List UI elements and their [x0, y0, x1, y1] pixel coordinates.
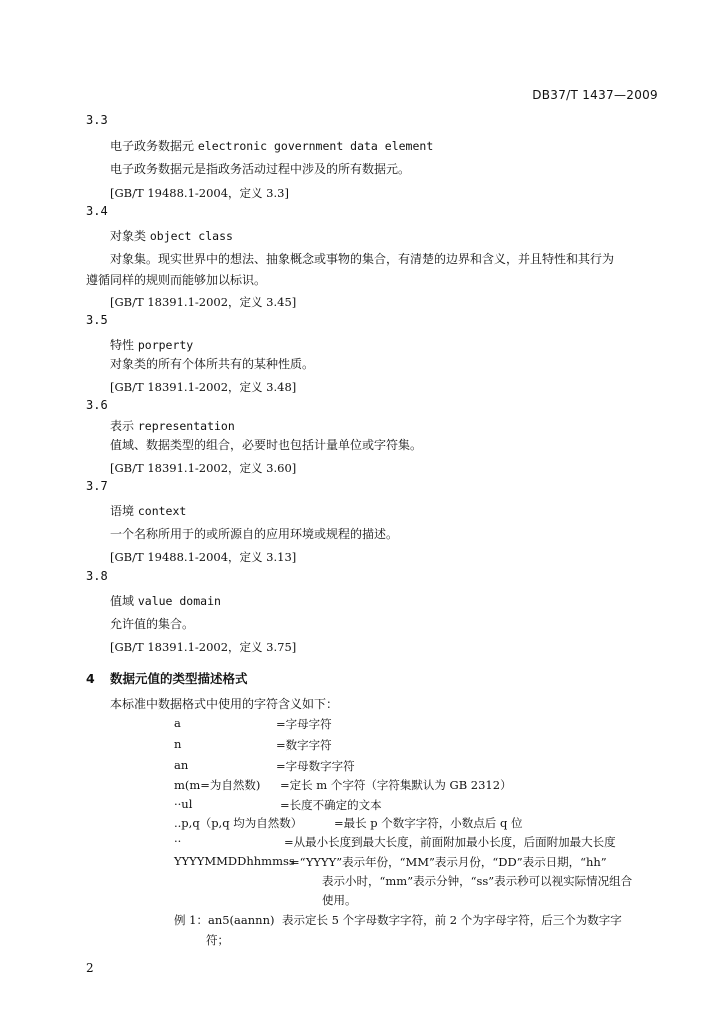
term-title-en: object class: [149, 229, 233, 243]
format-meaning: =字母字符: [276, 717, 332, 731]
term-number: 3.6: [86, 398, 108, 412]
term-number: 3.3: [86, 113, 108, 127]
term-title-en: representation: [137, 419, 235, 433]
format-symbol: n: [174, 737, 182, 751]
term-title-en: porperty: [137, 338, 194, 352]
format-meaning: =“YYYY”表示年份，“MM”表示月份，“DD”表示日期，“hh”: [290, 855, 607, 869]
format-symbol: YYYYMMDDhhmmss: [174, 854, 295, 868]
term-definition: 值域、数据类型的组合，必要时也包括计量单位或字符集。: [110, 438, 423, 452]
term-title-cn: 值域: [110, 594, 135, 608]
term-reference: [GB/T 18391.1-2002，定义 3.75]: [110, 640, 297, 654]
format-meaning: =从最小长度到最大长度，前面附加最小长度，后面附加最大长度: [284, 835, 616, 849]
term-number: 3.7: [86, 479, 108, 493]
term-definition: 电子政务数据元是指政务活动过程中涉及的所有数据元。: [110, 162, 411, 176]
term-title-cn: 表示: [110, 419, 135, 433]
term-number: 3.8: [86, 569, 108, 583]
term-number: 3.4: [86, 204, 108, 218]
format-meaning: =最长 p 个数字字符，小数点后 q 位: [334, 816, 523, 830]
term-reference: [GB/T 19488.1-2004，定义 3.3]: [110, 186, 289, 200]
term-title-cn: 语境: [110, 504, 135, 518]
term-number: 3.5: [86, 313, 108, 327]
term-title-cn: 特性: [110, 338, 135, 352]
term-title-en: value domain: [137, 594, 221, 608]
format-meaning: =长度不确定的文本: [280, 798, 382, 812]
term-title-cn: 电子政务数据元: [110, 139, 195, 153]
term-definition-continued: 遵循同样的规则而能够加以标识。: [86, 273, 267, 287]
term-title-en: context: [137, 504, 187, 518]
format-symbol: ··ul: [174, 797, 193, 811]
term-title-en: electronic government data element: [197, 139, 434, 153]
format-meaning: =数字字符: [276, 738, 332, 752]
term-reference: [GB/T 19488.1-2004，定义 3.13]: [110, 550, 297, 564]
format-meaning-continued: 表示小时，“mm”表示分钟，“ss”表示秒可以视实际情况组合: [322, 874, 633, 888]
format-meaning: =定长 m 个字符（字符集默认为 GB 2312）: [280, 778, 512, 792]
term-definition: 一个名称所用于的或所源自的应用环境或规程的描述。: [110, 527, 399, 541]
term-definition: 对象集。现实世界中的想法、抽象概念或事物的集合，有清楚的边界和含义，并且特性和其行为: [110, 252, 615, 266]
section-title: 数据元值的类型描述格式: [110, 671, 248, 686]
example-description-continued: 符；: [206, 933, 229, 947]
term-reference: [GB/T 18391.1-2002，定义 3.45]: [110, 295, 297, 309]
term-definition: 对象类的所有个体所共有的某种性质。: [110, 357, 315, 371]
term-title: [110, 227, 233, 244]
format-symbol: ··: [174, 834, 182, 848]
format-symbol: m(m=为自然数): [174, 778, 261, 792]
page-number: 2: [86, 961, 94, 975]
format-symbol: ..p,q（p,q 均为自然数）: [174, 816, 303, 830]
term-definition: 允许值的集合。: [110, 617, 195, 631]
term-reference: [GB/T 18391.1-2002，定义 3.60]: [110, 461, 297, 475]
term-title: [110, 336, 193, 353]
term-title: [110, 502, 186, 519]
term-title: [110, 417, 235, 434]
example-label: 例 1：an5(aannn): [174, 913, 275, 927]
format-symbol: a: [174, 716, 181, 730]
section-number: 4: [86, 671, 95, 686]
section-heading: [86, 669, 248, 687]
format-symbol: an: [174, 758, 189, 772]
format-meaning-continued: 使用。: [322, 893, 357, 907]
example-description: 表示定长 5 个字母数字字符，前 2 个为字母字符，后三个为数字字: [282, 913, 622, 927]
term-title-cn: 对象类: [110, 229, 147, 243]
term-reference: [GB/T 18391.1-2002，定义 3.48]: [110, 380, 297, 394]
term-title: [110, 592, 221, 609]
section-intro: 本标准中数据格式中使用的字符含义如下：: [110, 697, 339, 711]
format-meaning: =字母数字字符: [276, 759, 355, 773]
term-title: [110, 137, 433, 154]
standard-code-header: DB37/T 1437—2009: [532, 88, 658, 102]
